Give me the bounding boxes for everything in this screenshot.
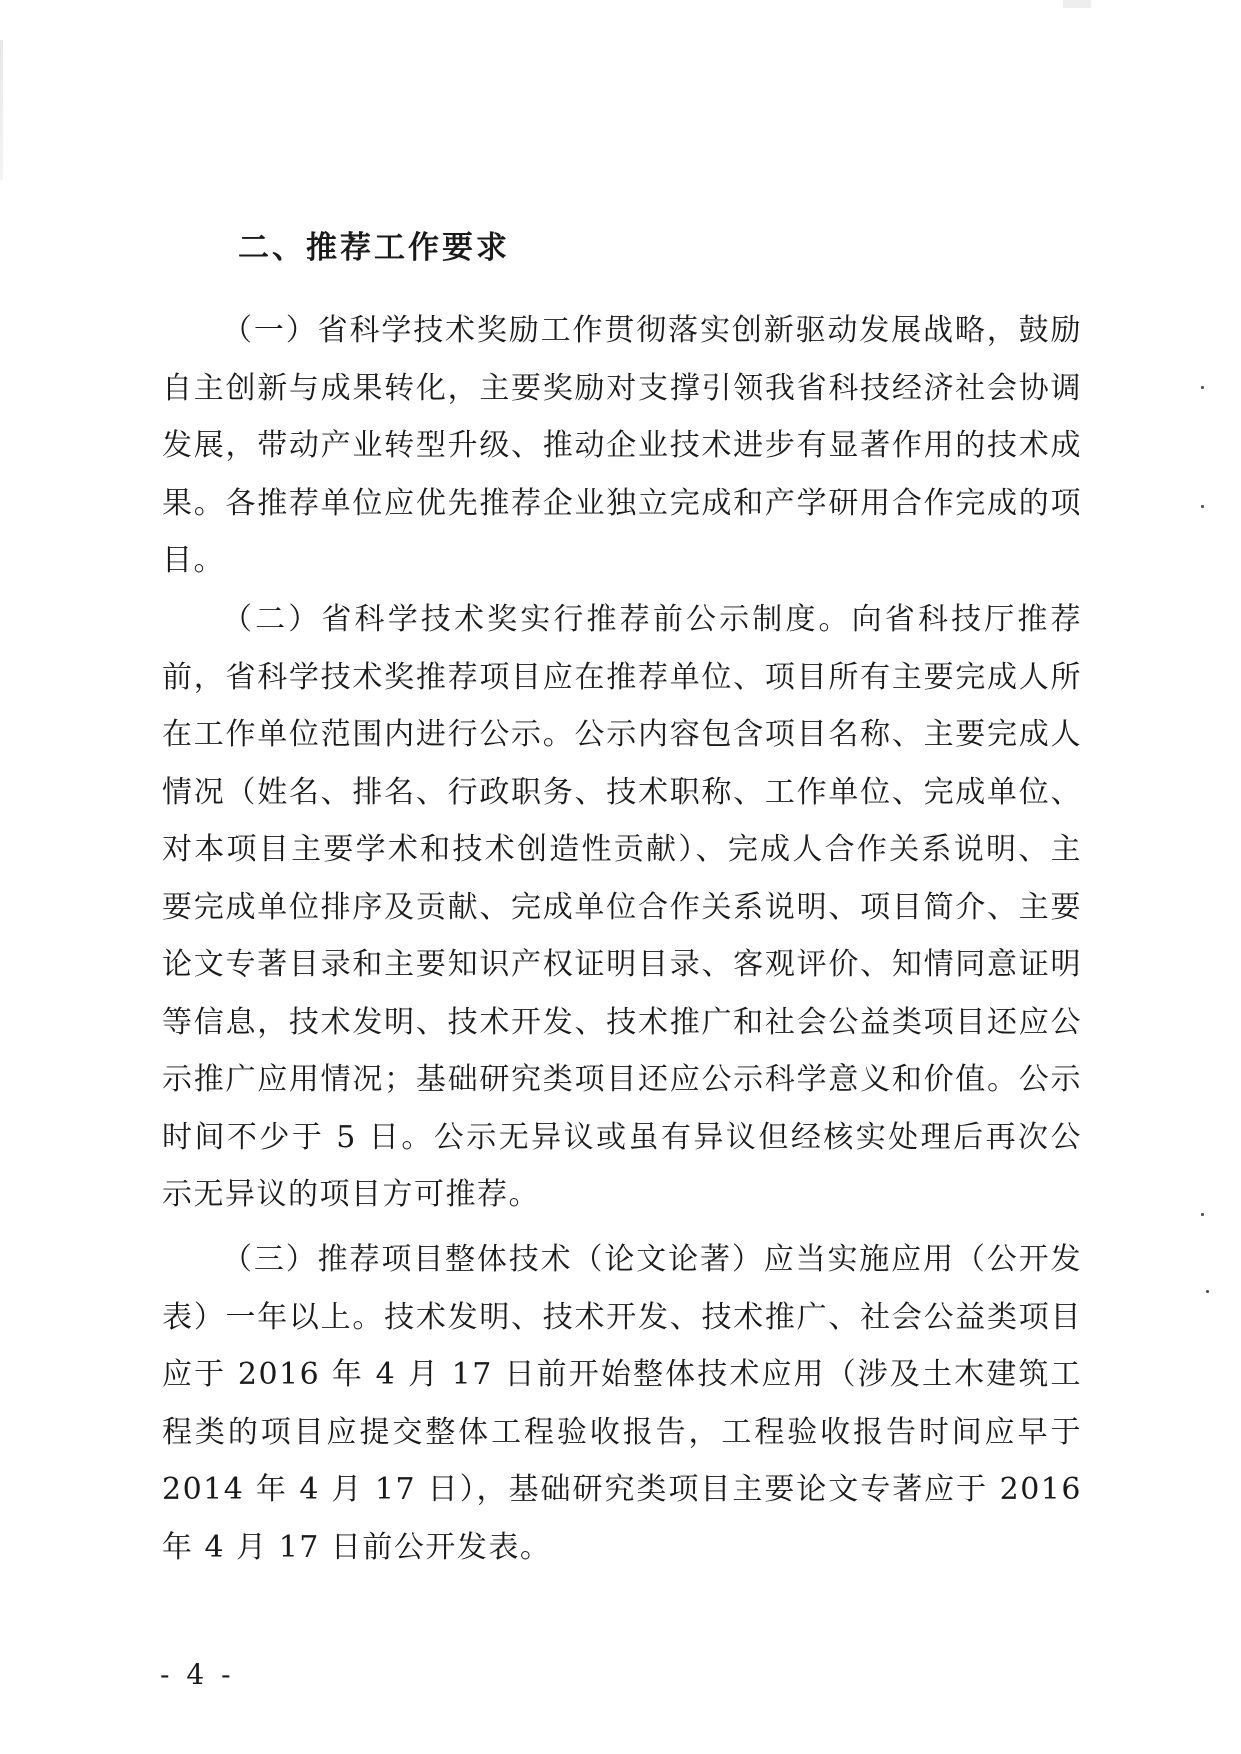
paragraph-3: （三）推荐项目整体技术（论文论著）应当实施应用（公开发表）一年以上。技术发明、技术开发、技术推广、社会公益类项目应于 2016 年 4 月 17 日前开始整体技术应用（涉及土木建筑工程类的项目应提交整体工程验收报告，工程验收报告时间应早于 2014 年 4 月 17 日），基础研究类项目主要论文专著应于 2016 年 4 月 17 日前公开发表。	[162, 1242, 1082, 1565]
scan-speck	[1201, 1213, 1204, 1216]
paragraph-2: （二）省科学技术奖实行推荐前公示制度。向省科技厅推荐前，省科学技术奖推荐项目应在推荐单位、项目所有主要完成人所在工作单位范围内进行公示。公示内容包含项目名称、主要完成人情况（姓名、排名、行政职务、技术职称、工作单位、完成单位、对本项目主要学术和技术创造性贡献）、完成人合作关系说明、主要完成单位排序及贡献、完成单位合作关系说明、项目简介、主要论文专著目录和主要知识产权证明目录、客观评价、知情同意证明等信息，技术发明、技术开发、技术推广和社会公益类项目还应公示推广应用情况；基础研究类项目还应公示科学意义和价值。公示时间不少于 5 日。公示无异议或虽有异议但经核实处理后再次公示无异议的项目方可推荐。	[162, 602, 1082, 1212]
scan-corner-mark	[1063, 0, 1091, 8]
page-number: - 4 -	[160, 1658, 235, 1691]
section-heading: 二、推荐工作要求	[238, 230, 510, 266]
paragraph-1: （一）省科学技术奖励工作贯彻落实创新驱动发展战略，鼓励自主创新与成果转化，主要奖励对支撑引领我省科技经济社会协调发展，带动产业转型升级、推动企业技术进步有显著作用的技术成果。各推荐单位应优先推荐企业独立完成和产学研用合作完成的项目。	[162, 313, 1082, 578]
scan-edge-shadow	[0, 40, 3, 180]
scan-speck	[1206, 1290, 1209, 1293]
scan-speck	[1201, 505, 1204, 508]
scan-speck	[1201, 386, 1204, 389]
